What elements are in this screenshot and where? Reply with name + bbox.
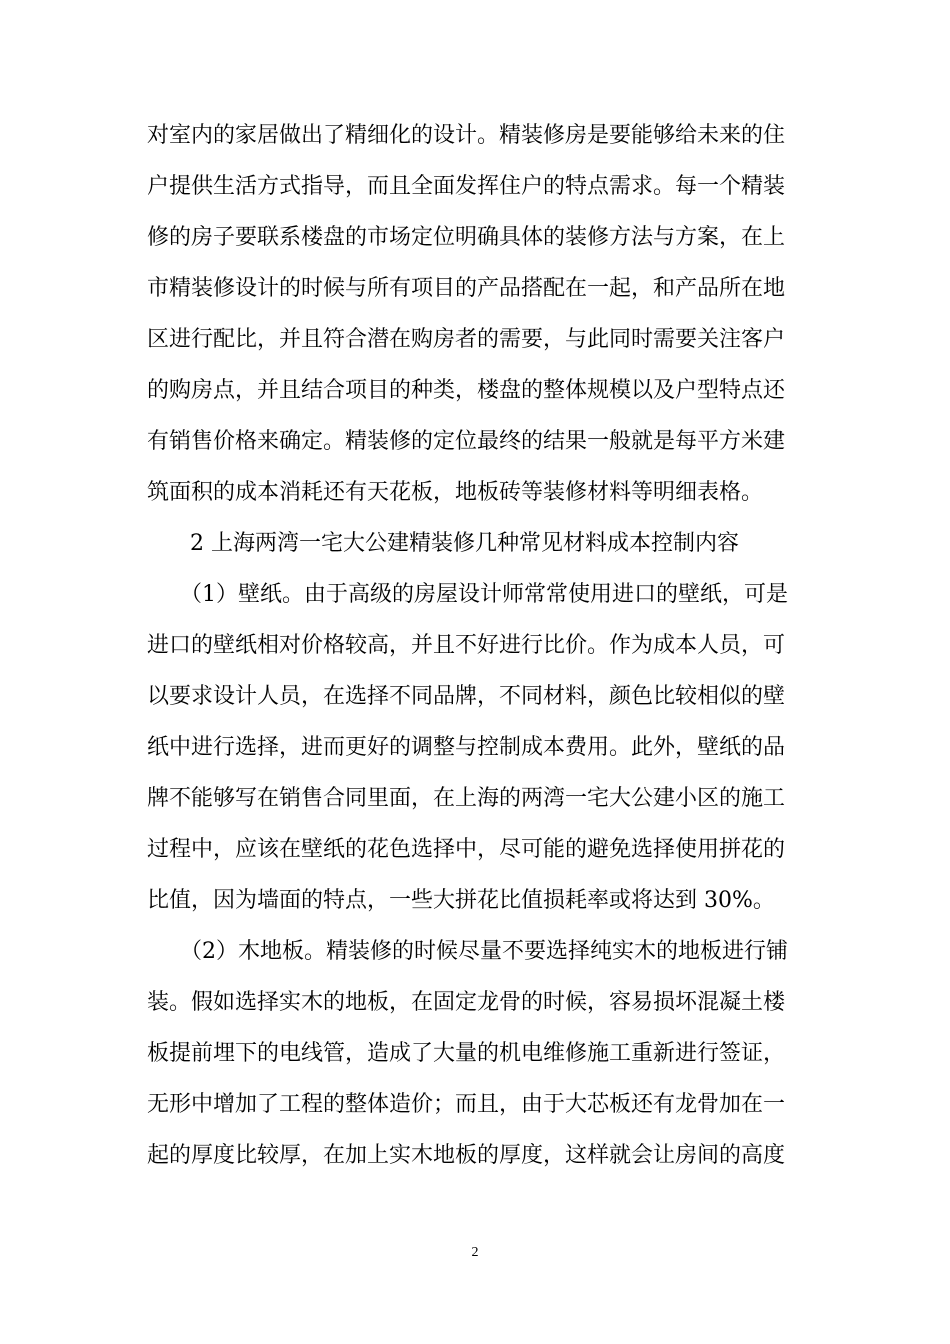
paragraph-start-line: （2）木地板。精装修的时候尽量不要选择纯实木的地板进行铺 bbox=[180, 939, 788, 964]
text-line: 进口的壁纸相对价格较高，并且不好进行比价。作为成本人员，可 bbox=[147, 633, 786, 658]
text-line: 户提供生活方式指导，而且全面发挥住户的特点需求。每一个精装 bbox=[147, 174, 786, 199]
text-line: 筑面积的成本消耗还有天花板，地板砖等装修材料等明细表格。 bbox=[147, 480, 764, 505]
section-heading: 2 上海两湾一宅大公建精装修几种常见材料成本控制内容 bbox=[190, 531, 739, 556]
text-line: 以要求设计人员，在选择不同品牌，不同材料，颜色比较相似的壁 bbox=[147, 684, 786, 709]
text-line: 起的厚度比较厚，在加上实木地板的厚度，这样就会让房间的高度 bbox=[147, 1143, 786, 1168]
text-line: 纸中进行选择，进而更好的调整与控制成本费用。此外，壁纸的品 bbox=[147, 735, 786, 760]
text-line: 牌不能够写在销售合同里面，在上海的两湾一宅大公建小区的施工 bbox=[147, 786, 786, 811]
text-line: 市精装修设计的时候与所有项目的产品搭配在一起，和产品所在地 bbox=[147, 276, 786, 301]
text-line: 无形中增加了工程的整体造价；而且，由于大芯板还有龙骨加在一 bbox=[147, 1092, 786, 1117]
text-line: 对室内的家居做出了精细化的设计。精装修房是要能够给未来的住 bbox=[147, 123, 786, 148]
text-line: 区进行配比，并且符合潜在购房者的需要，与此同时需要关注客户 bbox=[147, 327, 786, 352]
text-line: 装。假如选择实木的地板，在固定龙骨的时候，容易损坏混凝土楼 bbox=[147, 990, 786, 1015]
text-line: 过程中，应该在壁纸的花色选择中，尽可能的避免选择使用拼花的 bbox=[147, 837, 786, 862]
text-line: 修的房子要联系楼盘的市场定位明确具体的装修方法与方案，在上 bbox=[147, 225, 786, 250]
text-line: 比值，因为墙面的特点，一些大拼花比值损耗率或将达到 30%。 bbox=[147, 888, 775, 913]
page-number: 2 bbox=[471, 1245, 479, 1260]
paragraph-start-line: （1）壁纸。由于高级的房屋设计师常常使用进口的壁纸，可是 bbox=[180, 582, 788, 607]
text-line: 的购房点，并且结合项目的种类，楼盘的整体规模以及户型特点还 bbox=[147, 378, 786, 403]
text-line: 有销售价格来确定。精装修的定位最终的结果一般就是每平方米建 bbox=[147, 429, 786, 454]
text-line: 板提前埋下的电线管，造成了大量的机电维修施工重新进行签证， bbox=[147, 1041, 786, 1066]
